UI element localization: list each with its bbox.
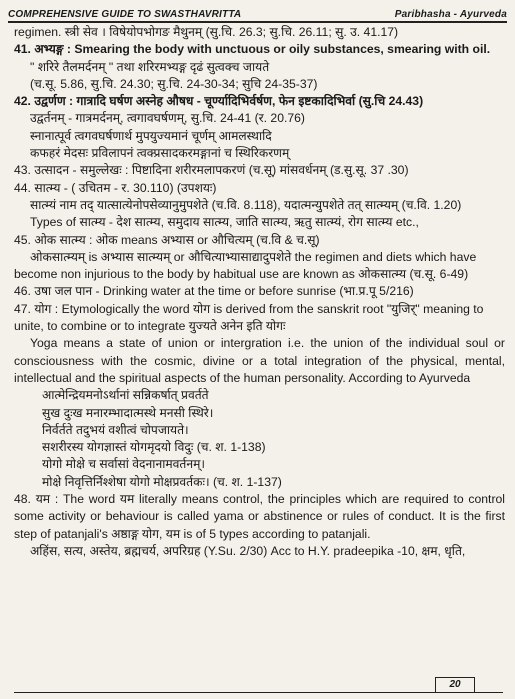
entry-44-heading: 44. सात्म्य - ( उचितम - र. 30.110) (उपशयः) bbox=[14, 180, 217, 195]
running-header bbox=[8, 4, 507, 23]
entry-42-heading: 42. उद्वर्णण : गात्रादि घर्षण अस्नेह औषध - चूर्ण्यादिभिर्वर्षण, फेन इष्टकादिभिर्वा (सु.चि 24.43) bbox=[14, 94, 424, 109]
verse-line: योगो मोक्षे च सर्वासां वेदनानामवर्तनम्। bbox=[42, 457, 206, 472]
text-line: (च.सू. 5.86, सु.चि. 24.30; सु.चि. 24-30-34; सुचि 24-35-37) bbox=[30, 76, 318, 91]
entry-46-heading: 46. उषा जल पान - Drinking water at the time or before sunrise (भा.प्र.पू 5/216) bbox=[14, 284, 414, 299]
text-line: अहिंस, सत्य, अस्तेय, ब्रह्मचर्य, अपरिग्रह (Y.Su. 2/30) Acc to H.Y. pradeepika -10, क्षम, धृति, bbox=[30, 543, 466, 558]
text-line: स्नानात्पूर्व त्वगवघर्षणार्थ मुपयुज्यमानं चूर्णम् आमलस्थादि bbox=[30, 128, 272, 143]
entry-47-heading: 47. योग : Etymologically the word योग is derived from the sanskrit root "युजिर्" meaning to bbox=[14, 301, 484, 316]
book-title: COMPREHENSIVE GUIDE TO SWASTHAVRITTA bbox=[8, 9, 242, 20]
text-line: regimen. स्त्री सेव । विषेयोपभोगङ मैथुनम् (सु.चि. 26.3; सु.चि. 26.11; सु. उ. 41.17) bbox=[14, 25, 399, 39]
chapter-title: Paribhasha - Ayurveda bbox=[394, 9, 507, 20]
footer-rule bbox=[14, 676, 503, 693]
verse-line: निर्वर्तते तदुभयं वशीत्वं चोपजायते। bbox=[42, 422, 189, 437]
entry-41-heading: 41. अभ्यङ्ग : Smearing the body with unctuous or oily substances, smearing with oil. bbox=[14, 42, 491, 57]
text-line: ओकसात्म्यम् is अभ्यास सात्म्यम् or औचित्याभ्यासाद्यादुपशेते the regimen and diets which have bbox=[30, 249, 477, 264]
text-line: सात्म्यं नाम तद् यात्सात्येनोपसेव्यानुमुपशेते (च.वि. 8.118), यदात्मन्युपशेते तत् सात्म्यम् (च.वि. 1.20) bbox=[30, 197, 462, 212]
page-number: 20 bbox=[435, 677, 475, 692]
text-line: " शरिरे तैलमर्दनम् " तथा शरिरमभ्यङ्ग दृढं सुत्वक्च जायते bbox=[30, 59, 270, 74]
verse-line: आत्मेन्द्रियमनोऽर्थानां सन्निकर्षात् प्रवर्तते bbox=[42, 388, 209, 403]
page-body bbox=[14, 24, 505, 560]
text-line: unite, to combine or to integrate युज्यते अनेन इति योगः bbox=[14, 319, 286, 334]
text-line: Types of सात्म्य - देश सात्म्य, समुदाय सात्म्य, जाति सात्म्य, ऋतु सात्म्यं, रोग सात्म्य etc., bbox=[30, 215, 419, 230]
text-line: become non injurious to the body by habitual use are known as ओकसात्म्य (च.सू. 6-49) bbox=[14, 267, 469, 282]
text-line: उद्वर्तनम् - गात्रमर्दनम्, त्वगावघर्षणम्, सु.चि. 24-41 (र. 20.76) bbox=[30, 111, 305, 126]
entry-43-heading: 43. उत्सादन - समुल्लेखः : पिष्टादिना शरीरमलापकरणं (च.सू) मांसवर्धनम् (ड.सु.सू. 37 .30) bbox=[14, 163, 409, 178]
verse-line: सुख दुःख मनारम्भादात्मस्थे मनसी स्थिरे। bbox=[42, 405, 214, 420]
verse-line: सशरीरस्य योगज्ञास्तं योगमृदयो विदुः (च. श. 1-138) bbox=[42, 440, 266, 455]
entry-45-heading: 45. ओक सात्म्य : ओक means अभ्यास or औचित्यम् (च.वि & च.सू) bbox=[14, 232, 320, 247]
verse-line: मोक्षे निवृत्तिर्निश्शेषा योगो मोक्षप्रवर्तकः। (च. श. 1-137) bbox=[42, 474, 282, 489]
entry-48-paragraph: 48. यम : The word यम literally means control, the principles which are required to control some activity or behaviour is called yama or abstinence or rules of conduct. It is the first step of patanjali's अष्ठाङ्ग योग, यम is of 5 types according to patanjali. bbox=[14, 492, 505, 541]
text-line: कफहरं मेदसः प्रविलापनं त्वक्प्रसादकरमङ्गानां च स्थिरिकरणम् bbox=[30, 146, 290, 161]
yoga-paragraph: Yoga means a state of union or intergration i.e. the union of the individual soul or consciousness with the cosmic, divine or a total integration of the physical, mental, intellectual and the spiritual aspects of the human personality. According to Ayurveda bbox=[14, 336, 505, 385]
